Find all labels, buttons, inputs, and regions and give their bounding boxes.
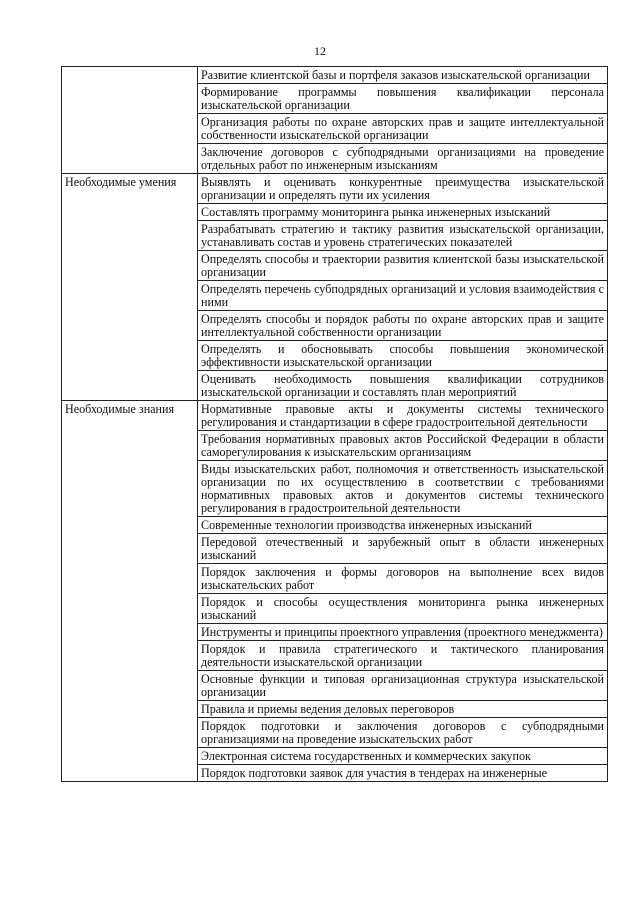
table-cell: Правила и приемы ведения деловых переговоров — [198, 701, 608, 718]
table-cell: Разрабатывать стратегию и тактику развития изыскательской организации, устанавливать состав и уровень стратегических показателей — [198, 221, 608, 251]
table-cell: Порядок и способы осуществления мониторинга рынка инженерных изысканий — [198, 594, 608, 624]
table-cell: Определять способы и порядок работы по охране авторских прав и защите интеллектуальной собственности организации — [198, 311, 608, 341]
table-cell: Определять перечень субподрядных организаций и условия взаимодействия с ними — [198, 281, 608, 311]
row-label-knowledge: Необходимые знания — [62, 401, 198, 782]
table-cell: Нормативные правовые акты и документы системы технического регулирования и стандартизации в сфере градостроительной деятельности — [198, 401, 608, 431]
table-cell: Выявлять и оценивать конкурентные преимущества изыскательской организации и определять пути их усиления — [198, 174, 608, 204]
table-cell: Определять и обосновывать способы повышения экономической эффективности изыскательской организации — [198, 341, 608, 371]
table-row — [62, 67, 608, 84]
table-cell: Современные технологии производства инженерных изысканий — [198, 517, 608, 534]
table-cell: Порядок подготовки и заключения договоров с субподрядными организациями на проведение изыскательских работ — [198, 718, 608, 748]
table-cell: Виды изыскательских работ, полномочия и ответственность изыскательской организации по их осуществлению в соответствии с требованиями нормативных правовых актов и документов системы технического регулирования в градостроительной деятельности — [198, 461, 608, 517]
table-cell: Оценивать необходимость повышения квалификации сотрудников изыскательской организации и составлять план мероприятий — [198, 371, 608, 401]
table-cell: Инструменты и принципы проектного управления (проектного менеджмента) — [198, 624, 608, 641]
table-cell: Порядок подготовки заявок для участия в тендерах на инженерные — [198, 765, 608, 782]
row-label-skills: Необходимые умения — [62, 174, 198, 401]
table-cell: Организация работы по охране авторских прав и защите интеллектуальной собственности изыскательской организации — [198, 114, 608, 144]
competency-table — [61, 66, 608, 782]
table-cell: Заключение договоров с субподрядными организациями на проведение отдельных работ по инженерным изысканиям — [198, 144, 608, 174]
table-cell: Порядок и правила стратегического и тактического планирования деятельности изыскательской организации — [198, 641, 608, 671]
table-cell: Порядок заключения и формы договоров на выполнение всех видов изыскательских работ — [198, 564, 608, 594]
table-cell: Определять способы и траектории развития клиентской базы изыскательской организации — [198, 251, 608, 281]
table-row — [62, 174, 608, 204]
table-row — [62, 401, 608, 431]
table-cell: Формирование программы повышения квалификации персонала изыскательской организации — [198, 84, 608, 114]
table-cell: Развитие клиентской базы и портфеля заказов изыскательской организации — [198, 67, 608, 84]
page-number: 12 — [314, 44, 326, 58]
table-cell: Требования нормативных правовых актов Российской Федерации в области саморегулирования к изыскательским организациям — [198, 431, 608, 461]
table-cell: Основные функции и типовая организационная структура изыскательской организации — [198, 671, 608, 701]
table-cell: Передовой отечественный и зарубежный опыт в области инженерных изысканий — [198, 534, 608, 564]
row-label-empty — [62, 67, 198, 174]
table-cell: Составлять программу мониторинга рынка инженерных изысканий — [198, 204, 608, 221]
table-cell: Электронная система государственных и коммерческих закупок — [198, 748, 608, 765]
